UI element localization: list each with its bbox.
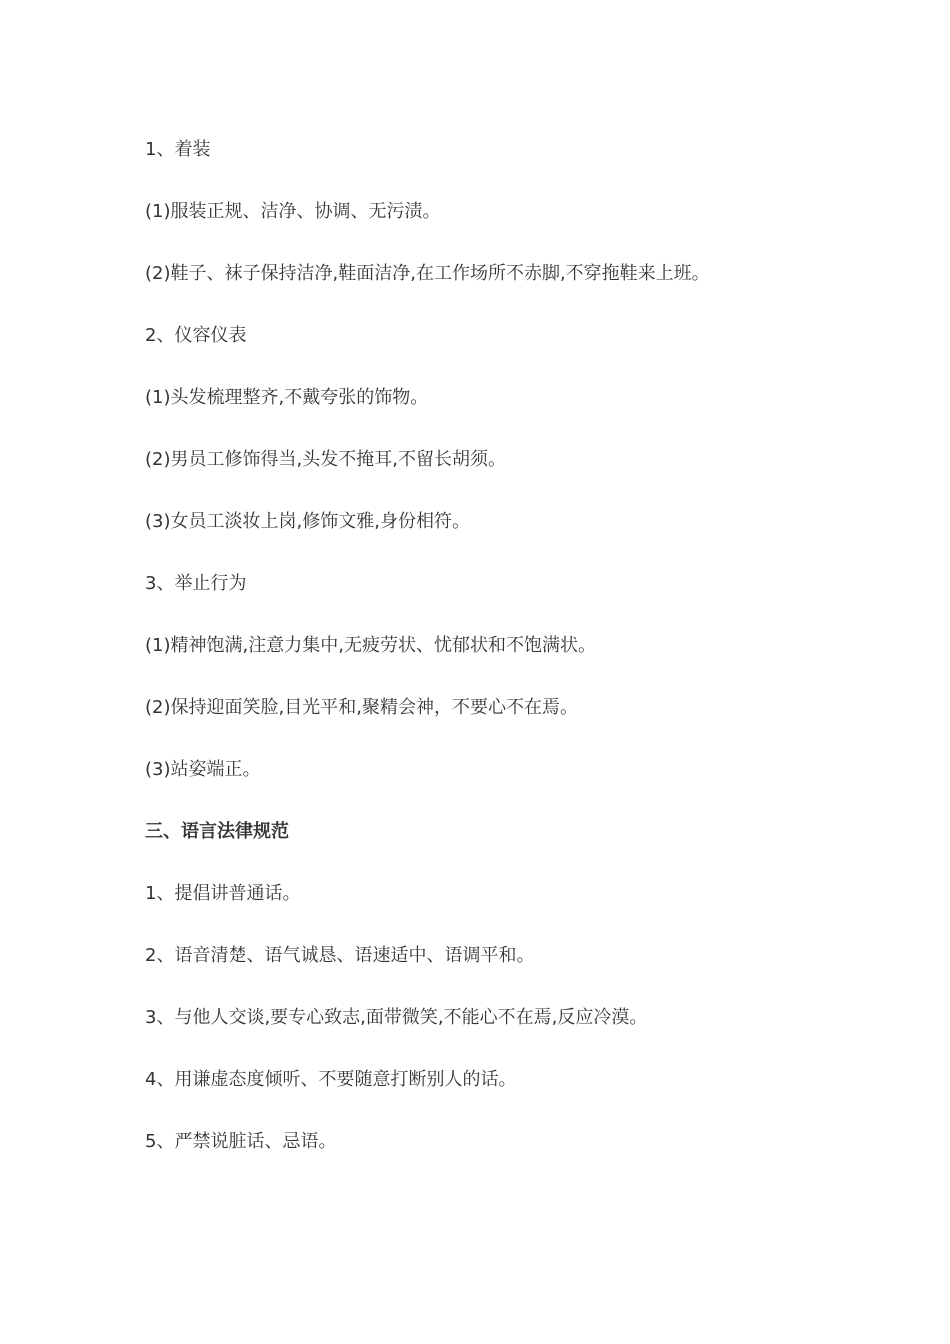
item-heading-attire: 1、着装	[145, 139, 211, 160]
section-heading-language: 三、语言法律规范	[145, 821, 289, 842]
item-language-prohibited: 5、严禁说脏话、忌语。	[145, 1131, 337, 1152]
item-language-voice: 2、语音清楚、语气诚恳、语速适中、语调平和。	[145, 945, 535, 966]
item-language-conversation: 3、与他人交谈,要专心致志,面带微笑,不能心不在焉,反应冷漠。	[145, 1007, 648, 1028]
item-appearance-hair: (1)头发梳理整齐,不戴夸张的饰物。	[145, 387, 429, 408]
item-behavior-smile: (2)保持迎面笑脸,目光平和,聚精会神，不要心不在焉。	[145, 697, 578, 718]
item-language-listening: 4、用谦虚态度倾听、不要随意打断别人的话。	[145, 1069, 517, 1090]
item-behavior-spirit: (1)精神饱满,注意力集中,无疲劳状、忧郁状和不饱满状。	[145, 635, 596, 656]
item-behavior-posture: (3)站姿端正。	[145, 759, 261, 780]
item-attire-shoes: (2)鞋子、袜子保持洁净,鞋面洁净,在工作场所不赤脚,不穿拖鞋来上班。	[145, 263, 710, 284]
item-appearance-female: (3)女员工淡妆上岗,修饰文雅,身份相符。	[145, 511, 470, 532]
item-heading-appearance: 2、仪容仪表	[145, 325, 247, 346]
item-appearance-male: (2)男员工修饰得当,头发不掩耳,不留长胡须。	[145, 449, 506, 470]
item-heading-behavior: 3、举止行为	[145, 573, 247, 594]
item-language-mandarin: 1、提倡讲普通话。	[145, 883, 301, 904]
item-attire-clothing: (1)服装正规、洁净、协调、无污渍。	[145, 201, 441, 222]
document-body	[145, 136, 845, 1190]
